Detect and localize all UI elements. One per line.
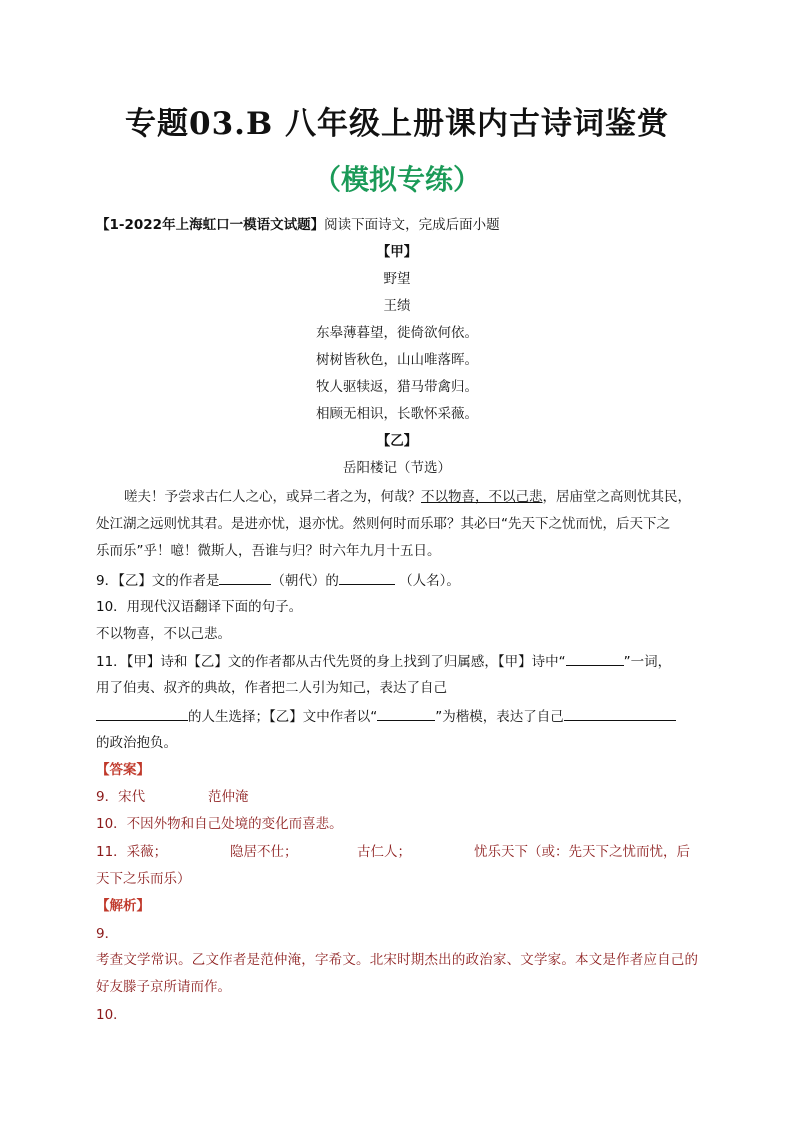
intro-text: 阅读下面诗文，完成后面小题 [324,217,500,233]
essay-line-1: 嗟夫！予尝求古仁人之心，或异二者之为，何哉？不以物喜，不以己悲，居庙堂之高则忧其民， [124,489,691,505]
answer-11-part-5: 天下之乐而乐） [96,871,191,887]
essay-line-2: 处江湖之远则忧其君。是进亦忧，退亦忧。然则何时而乐耶？其必曰“先天下之忧而忧，后天下之 [96,516,670,532]
analysis-label: 【解析】 [96,898,150,914]
answer-blank[interactable] [219,570,271,585]
yi-label: 【乙】 [376,433,418,449]
jia-label: 【甲】 [376,244,418,260]
question-10: 10．用现代汉语翻译下面的句子。 [96,599,303,615]
analysis-9-text: 考查文学常识。乙文作者是范仲淹，字希文。北宋时期杰出的政治家、文学家。本文是作者应自己的好友滕子京所请而作。 [96,952,698,995]
question-9: 9．【乙】文的作者是 （朝代）的 （人名）。 [96,570,460,591]
analysis-9-number: 9． [96,926,119,942]
poem-title: 野望 [383,271,411,287]
essay-title: 岳阳楼记（节选） [343,460,451,476]
answer-11-part-1: 11．采薇； [96,844,168,860]
page-subtitle: （模拟专练） [312,163,481,196]
answer-11-part-3: 古仁人； [357,844,411,860]
question-10-sentence: 不以物喜，不以己悲。 [96,626,231,642]
answer-11-part-2: 隐居不仕； [230,844,298,860]
poem-line: 东皋薄暮望，徙倚欲何依。 [316,325,478,341]
poem-line: 牧人驱犊返，猎马带禽归。 [316,379,478,395]
answer-blank[interactable] [566,651,624,666]
answer-blank[interactable] [377,706,435,721]
answer-label: 【答案】 [96,762,150,778]
question-11-line-2: 用了伯夷、叔齐的典故，作者把二人引为知己，表达了自己 [96,680,447,696]
question-11-line-1: 11．【甲】诗和【乙】文的作者都从古代先贤的身上找到了归属感，【甲】诗中“ ”一词， [96,651,671,672]
answer-blank[interactable] [96,706,188,721]
answer-blank[interactable] [564,706,676,721]
question-source-line [96,215,500,235]
question-11-line-3: 的人生选择；【乙】文中作者以“ ”为楷模，表达了自己 [96,706,676,727]
poem-line: 树树皆秋色，山山唯落晖。 [316,352,478,368]
answer-blank[interactable] [339,570,395,585]
poem-line: 相顾无相识，长歌怀采薇。 [316,406,478,422]
answer-9-dynasty: 9．宋代 [96,789,146,805]
analysis-10-number: 10． [96,1007,127,1023]
poem-author: 王绩 [383,298,411,314]
question-11-line-4: 的政治抱负。 [96,735,177,751]
answer-10: 10．不因外物和自己处境的变化而喜悲。 [96,816,343,832]
essay-line-3: 乐而乐”乎！噫！微斯人，吾谁与归？时六年九月十五日。 [96,543,441,559]
answer-9-name: 范仲淹 [208,789,249,805]
answer-11-part-4: 忧乐天下（或：先天下之忧而忧，后 [474,844,690,860]
underlined-sentence: 不以物喜，不以己悲 [421,489,543,505]
source-label: 【1-2022年上海虹口一模语文试题】 [96,217,325,233]
page-title: 专题03.B 八年级上册课内古诗词鉴赏 [125,106,669,142]
